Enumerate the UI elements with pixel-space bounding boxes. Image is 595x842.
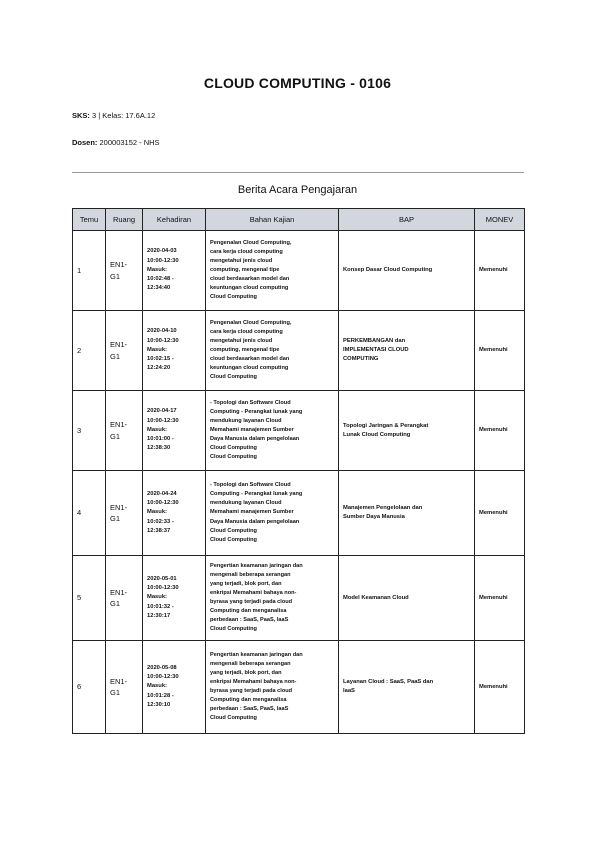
table-row [73,311,525,391]
sks-value: 3 | Kelas: 17.6A.12 [92,111,156,120]
cell-kehadiran: 2020-04-10 10:00-12:30 Masuk: 10:02:15 - 12:24:20 [143,311,206,391]
table-row [73,391,525,471]
cell-ruang: EN1- G1 [106,641,143,734]
dosen-line [72,138,160,147]
table-row [73,231,525,311]
table-row [73,556,525,641]
cell-bahan-kajian: Pengertian keamanan jaringan dan mengenali beberapa serangan yang terjadi, blok port, dan enkripsi Memahami bahaya non- byrasa yang terjadi pada cloud Computing dan menganalisa perbedaan : SaaS, PaaS, IaaS Cloud Computing [206,556,339,641]
cell-bap: Topologi Jaringan & Perangkat Lunak Cloud Computing [339,391,475,471]
cell-ruang: EN1- G1 [106,231,143,311]
page-title: CLOUD COMPUTING - 0106 [203,75,392,91]
sks-label: SKS: [72,111,90,120]
cell-temu: 4 [73,471,106,556]
section-title: Berita Acara Pengajaran [237,184,358,196]
cell-kehadiran: 2020-04-17 10:00-12:30 Masuk: 10:01:00 - 12:38:30 [143,391,206,471]
cell-ruang: EN1- G1 [106,471,143,556]
bap-table [72,208,525,734]
dosen-value: 200003152 - NHS [99,138,160,147]
cell-bahan-kajian: Pengenalan Cloud Computing, cara kerja cloud computing mengetahui jenis cloud computing, mengenal tipe cloud berdasarkan model dan keuntungan cloud computing Cloud Computing [206,231,339,311]
cell-temu: 5 [73,556,106,641]
col-header-temu: Temu [73,209,106,231]
table-row [73,641,525,734]
cell-bap: Konsep Dasar Cloud Computing [339,231,475,311]
cell-kehadiran: 2020-04-03 10:00-12:30 Masuk: 10:02:48 - 12:34:40 [143,231,206,311]
cell-bahan-kajian: Pengenalan Cloud Computing, cara kerja cloud computing mengetahui jenis cloud computing, mengenal tipe cloud berdasarkan model dan keuntungan cloud computing Cloud Computing [206,311,339,391]
cell-ruang: EN1- G1 [106,391,143,471]
cell-temu: 6 [73,641,106,734]
cell-kehadiran: 2020-05-08 10:00-12:30 Masuk: 10:01:28 - 12:30:10 [143,641,206,734]
cell-monev: Memenuhi [475,471,525,556]
cell-temu: 3 [73,391,106,471]
cell-bahan-kajian: - Topologi dan Software Cloud Computing - Perangkat lunak yang mendukung layanan Cloud Memahami manajemen Sumber Daya Manusia dalam pengelolaan Cloud Computing Cloud Computing [206,391,339,471]
col-header-ruang: Ruang [106,209,143,231]
cell-bahan-kajian: - Topologi dan Software Cloud Computing - Perangkat lunak yang mendukung layanan Cloud Memahami manajemen Sumber Daya Manusia dalam pengelolaan Cloud Computing Cloud Computing [206,471,339,556]
cell-kehadiran: 2020-04-24 10:00-12:30 Masuk: 10:02:33 - 12:38:37 [143,471,206,556]
cell-bap: Manajemen Pengelolaan dan Sumber Daya Manusia [339,471,475,556]
cell-bap: PERKEMBANGAN dan IMPLEMENTASI CLOUD COMPUTING [339,311,475,391]
cell-monev: Memenuhi [475,556,525,641]
sks-line [72,111,155,120]
table-row [73,471,525,556]
cell-monev: Memenuhi [475,231,525,311]
col-header-monev: MONEV [475,209,525,231]
cell-temu: 1 [73,231,106,311]
table-header-row [73,209,525,231]
dosen-label: Dosen: [72,138,98,147]
col-header-bahan-kajian: Bahan Kajian [206,209,339,231]
cell-ruang: EN1- G1 [106,311,143,391]
col-header-bap: BAP [339,209,475,231]
cell-bahan-kajian: Pengertian keamanan jaringan dan mengenali beberapa serangan yang terjadi, blok port, dan enkripsi Memahami bahaya non- byrasa yang terjadi pada cloud Computing dan menganalisa perbedaan : SaaS, PaaS, IaaS Cloud Computing [206,641,339,734]
cell-monev: Memenuhi [475,311,525,391]
cell-monev: Memenuhi [475,641,525,734]
cell-bap: Layanan Cloud : SaaS, PaaS dan IaaS [339,641,475,734]
cell-temu: 2 [73,311,106,391]
cell-bap: Model Keamanan Cloud [339,556,475,641]
cell-monev: Memenuhi [475,391,525,471]
divider [72,172,524,173]
col-header-kehadiran: Kehadiran [143,209,206,231]
cell-ruang: EN1- G1 [106,556,143,641]
cell-kehadiran: 2020-05-01 10:00-12:30 Masuk: 10:01:32 - 12:30:17 [143,556,206,641]
